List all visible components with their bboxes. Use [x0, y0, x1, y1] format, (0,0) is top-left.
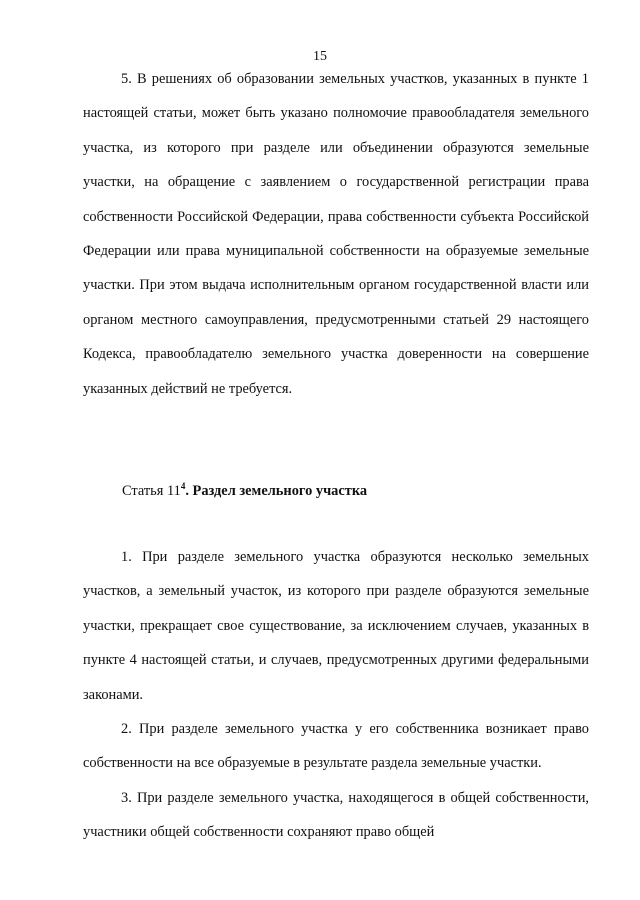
- paragraph-clause-5: 5. В решениях об образовании земельных участков, указанных в пункте 1 настоящей статьи, может быть указано полномочие правообладателя земельного участка, из которого при разделе или объединении образуются земельные участки, на обращение с заявлением о государственной регистрации права собственности Российской Федерации, права собственности субъекта Российской Федерации или права муниципальной собственности на образуемые земельные участки. При этом выдача исполнительным органом государственной власти или органом местного самоуправления, предусмотренными статьей 29 настоящего Кодекса, правообладателю земельного участка доверенности на совершение указанных действий не требуется.: [83, 71, 589, 397]
- paragraph-article-clause-1: 1. При разделе земельного участка образуются несколько земельных участков, а земельный участок, из которого при разделе образуются земельные участки, прекращает свое существование, за исключением случаев, указанных в пункте 4 настоящей статьи, и случаев, предусмотренных другими федеральными законами.: [83, 549, 589, 703]
- paragraph-article-clause-3: 3. При разделе земельного участка, находящегося в общей собственности, участники общей собственности сохраняют право общей: [83, 789, 589, 841]
- page-number: 15: [313, 49, 327, 64]
- paragraph-article-clause-2: 2. При разделе земельного участка у его собственника возникает право собственности на все образуемые в результате раздела земельные участки.: [83, 721, 589, 772]
- article-heading: [122, 481, 367, 501]
- document-body-top: [83, 62, 589, 406]
- article-prefix: Статья 11: [122, 483, 181, 499]
- article-title: . Раздел земельного участка: [185, 483, 368, 499]
- article-superscript: 4: [180, 481, 186, 492]
- document-body-article: [83, 540, 589, 850]
